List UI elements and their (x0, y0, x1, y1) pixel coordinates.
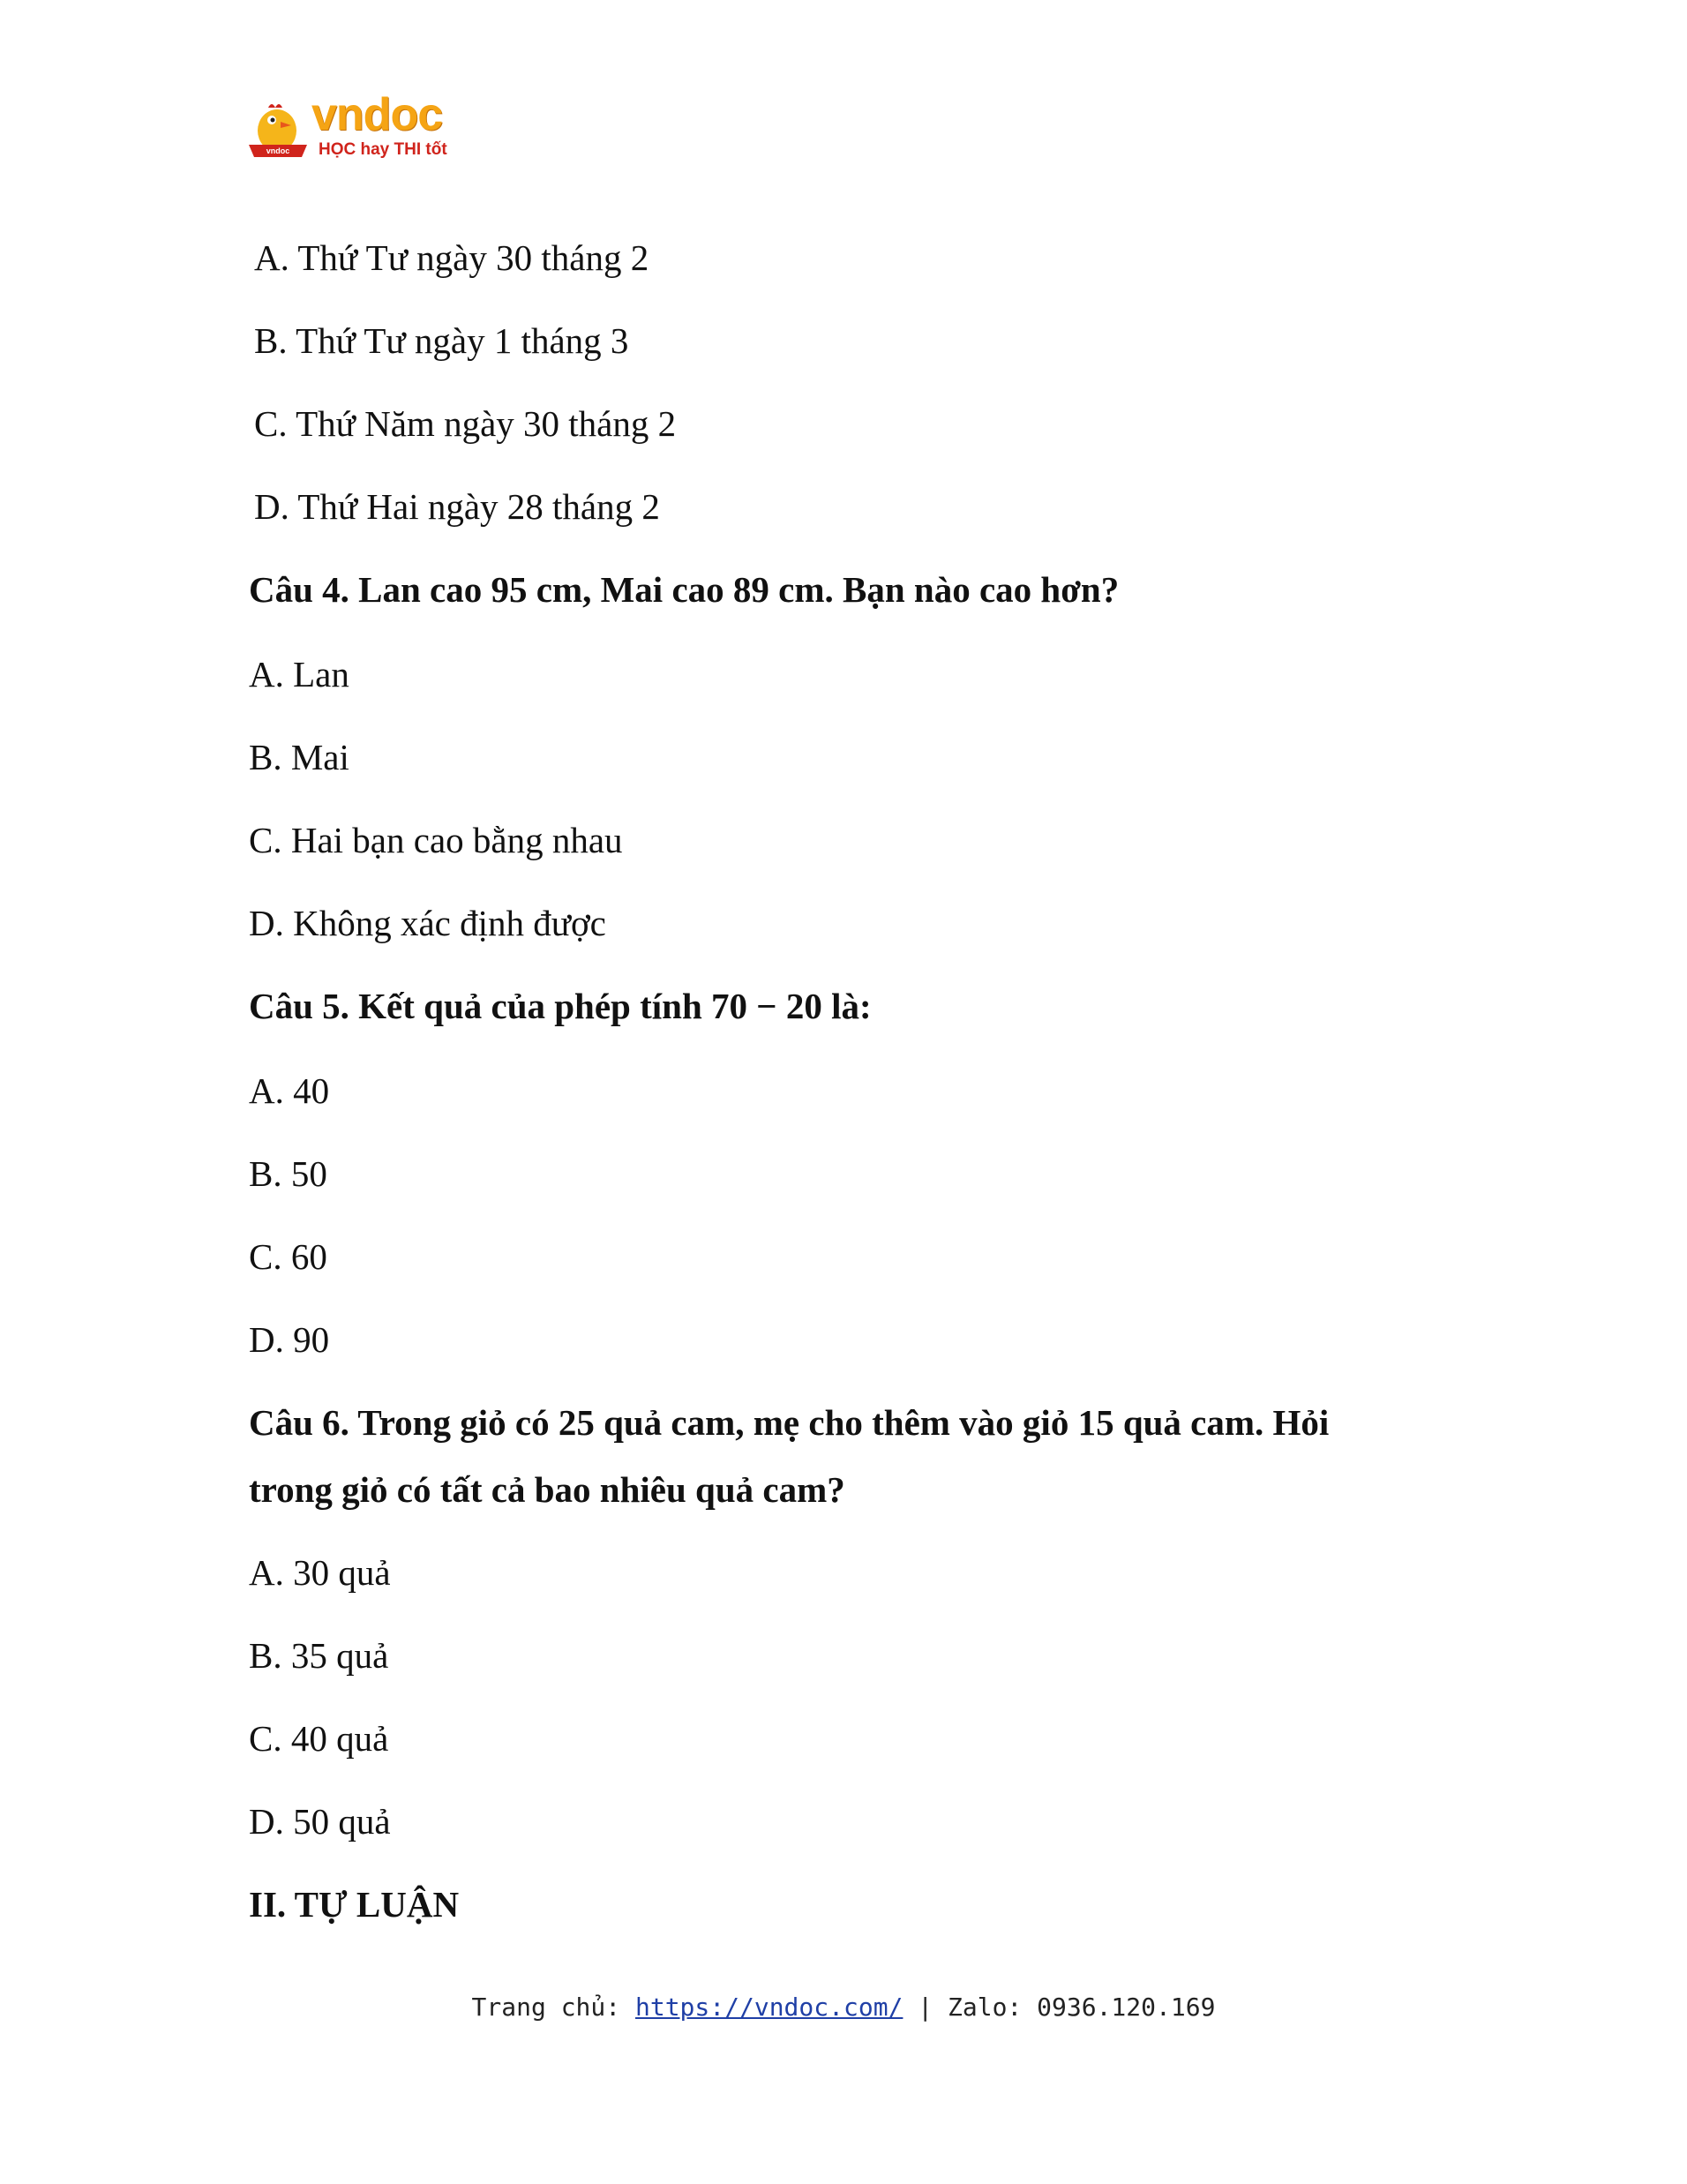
question-4: Câu 4. Lan cao 95 cm, Mai cao 89 cm. Bạn nào cao hơn? (249, 569, 1120, 610)
q6-option-b: B. 35 quả (249, 1635, 389, 1676)
section-title: II. TỰ LUẬN (249, 1884, 460, 1925)
logo-wordmark: vndoc (311, 89, 443, 140)
svg-text:vndoc: vndoc (266, 146, 290, 155)
footer-home-link[interactable]: https://vndoc.com/ (634, 1993, 903, 2022)
option-a: A. Thứ Tư ngày 30 tháng 2 (254, 237, 649, 278)
vndoc-logo (245, 89, 475, 166)
logo-tagline: HỌC hay THI tốt (319, 140, 447, 159)
option-c: C. Thứ Năm ngày 30 tháng 2 (254, 403, 677, 444)
q5-option-b: B. 50 (249, 1153, 327, 1194)
mascot-icon (245, 99, 311, 164)
q4-option-b: B. Mai (249, 737, 349, 777)
q6-option-c: C. 40 quả (249, 1718, 389, 1759)
q4-option-a: A. Lan (249, 654, 349, 694)
q5-option-c: C. 60 (249, 1236, 327, 1277)
q6-option-d: D. 50 quả (249, 1801, 391, 1842)
question-6-line-2: trong giỏ có tất cả bao nhiêu quả cam? (249, 1469, 845, 1510)
page-footer (0, 1993, 1687, 2022)
option-d: D. Thứ Hai ngày 28 tháng 2 (254, 486, 660, 527)
footer-zalo: Zalo: 0936.120.169 (948, 1993, 1216, 2022)
q5-option-a: A. 40 (249, 1070, 330, 1111)
footer-separator: | (918, 1993, 933, 2022)
question-6-line-1: Câu 6. Trong giỏ có 25 quả cam, mẹ cho thêm vào giỏ 15 quả cam. Hỏi (249, 1402, 1330, 1443)
option-b: B. Thứ Tư ngày 1 tháng 3 (254, 320, 629, 361)
question-5: Câu 5. Kết quả của phép tính 70 − 20 là: (249, 986, 872, 1026)
q6-option-a: A. 30 quả (249, 1552, 391, 1593)
q4-option-d: D. Không xác định được (249, 903, 606, 943)
q5-option-d: D. 90 (249, 1319, 330, 1360)
q4-option-c: C. Hai bạn cao bằng nhau (249, 820, 623, 860)
footer-home-label: Trang chủ: (471, 1993, 621, 2022)
